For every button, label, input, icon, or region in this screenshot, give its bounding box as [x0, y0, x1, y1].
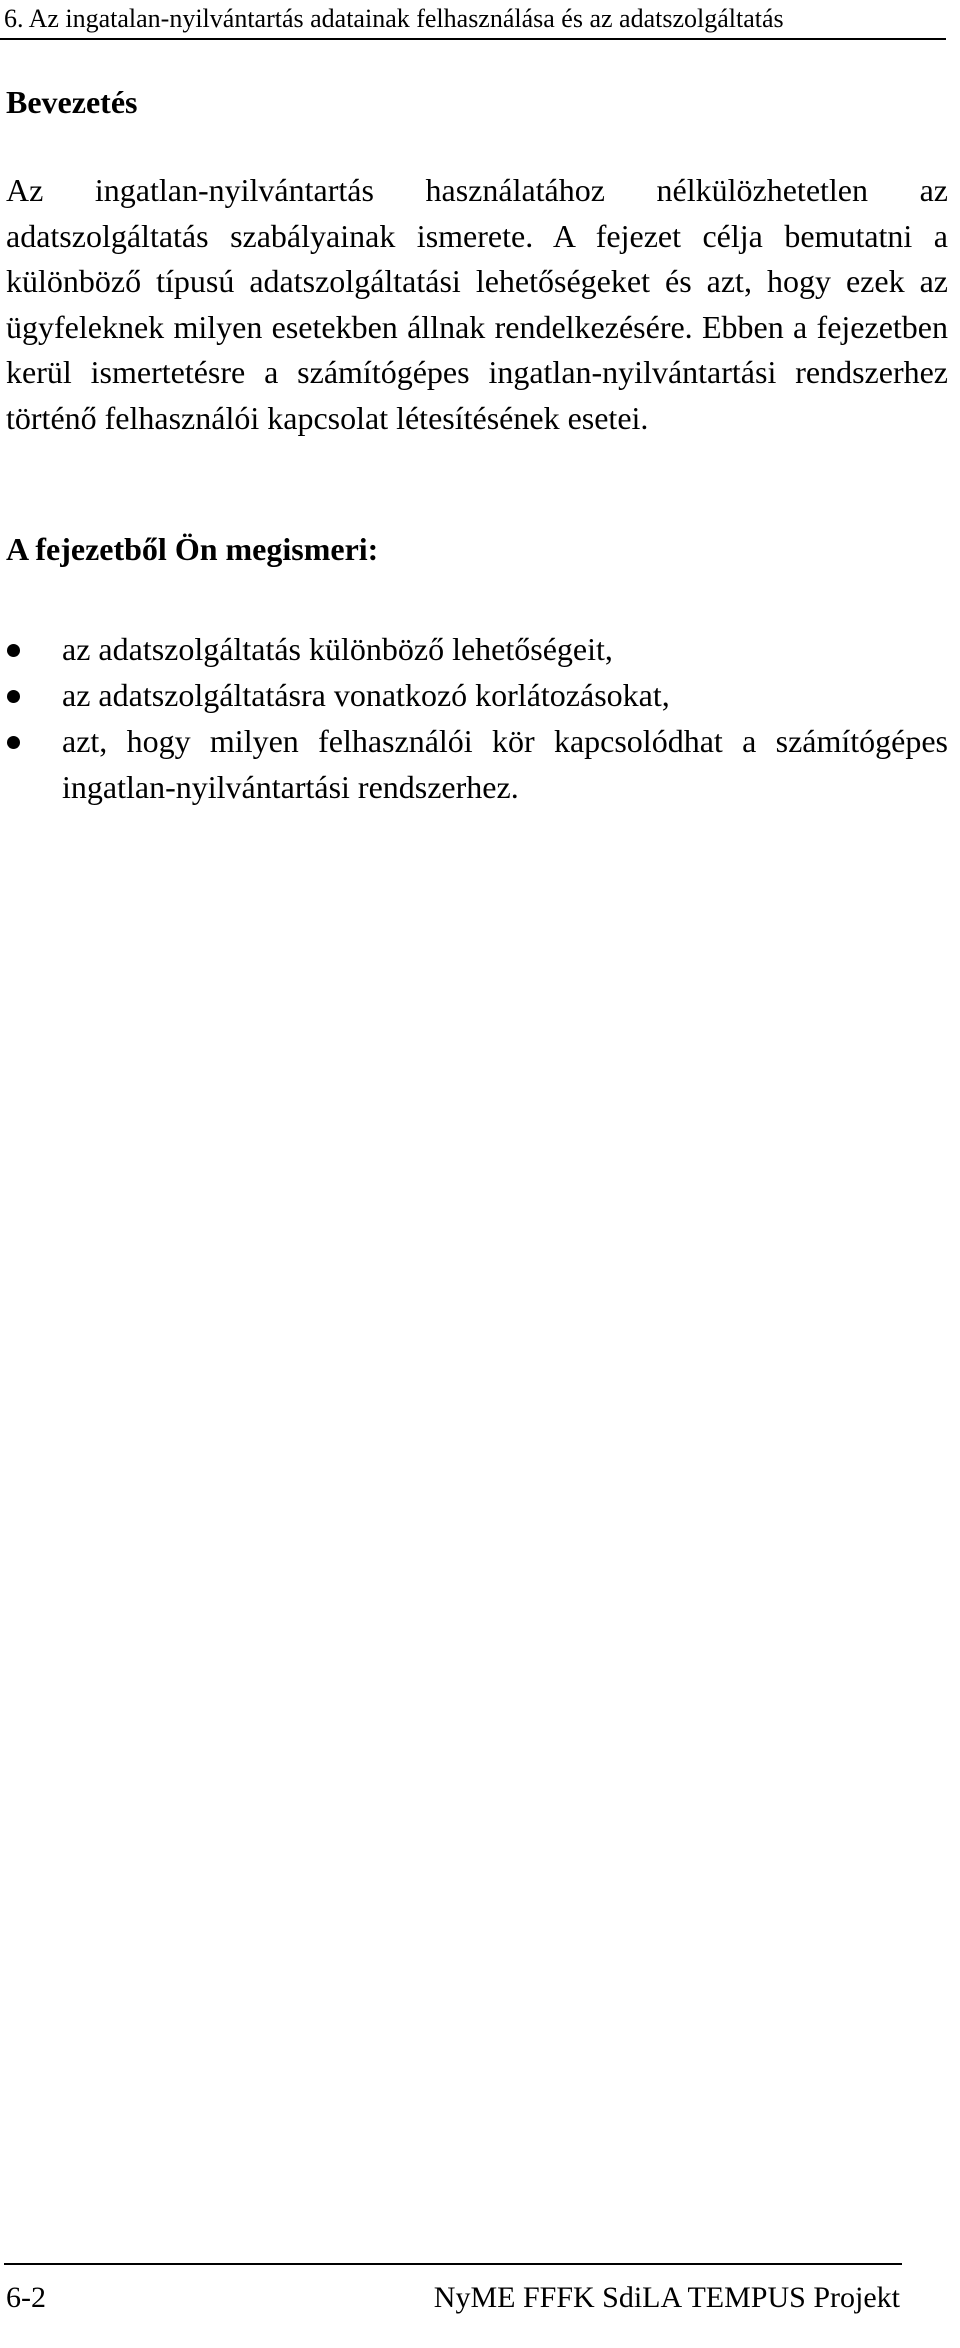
list-item [0, 719, 948, 810]
running-header: 6. Az ingatalan-nyilvántartás adatainak felhasználása és az adatszolgáltatás [0, 0, 946, 40]
list-item-text: azt, hogy milyen felhasználói kör kapcsolódhat a számítógépes ingatlan-nyilvántartási rendszerhez. [62, 723, 948, 805]
objectives-heading: A fejezetből Ön megismeri: [6, 531, 379, 567]
list-item-text: az adatszolgáltatás különböző lehetőségeit, [62, 631, 613, 667]
intro-paragraph: Az ingatlan-nyilvántartás használatához nélkülözhetetlen az adatszolgáltatás szabályainak ismerete. A fejezet célja bemutatni a különböző típusú adatszolgáltatási lehetőségeket és azt, hogy ezek az ügyfeleknek milyen esetekben állnak rendelkezésére. Ebben a fejezetben kerül ismertetésre a számítógépes ingatlan-nyilvántartási rendszerhez történő felhasználói kapcsolat létesítésének esetei. [6, 172, 948, 436]
footer-divider [4, 2263, 902, 2265]
list-item [0, 627, 948, 673]
bullet-icon [7, 644, 20, 657]
page-number: 6-2 [6, 2281, 46, 2314]
list-item [0, 673, 948, 719]
bullet-icon [7, 736, 20, 749]
footer-project-name: NyME FFFK SdiLA TEMPUS Projekt [433, 2281, 900, 2314]
list-item-text: az adatszolgáltatásra vonatkozó korlátozásokat, [62, 677, 670, 713]
objectives-list [0, 627, 948, 811]
section-heading: Bevezetés [6, 84, 138, 120]
bullet-icon [7, 690, 20, 703]
